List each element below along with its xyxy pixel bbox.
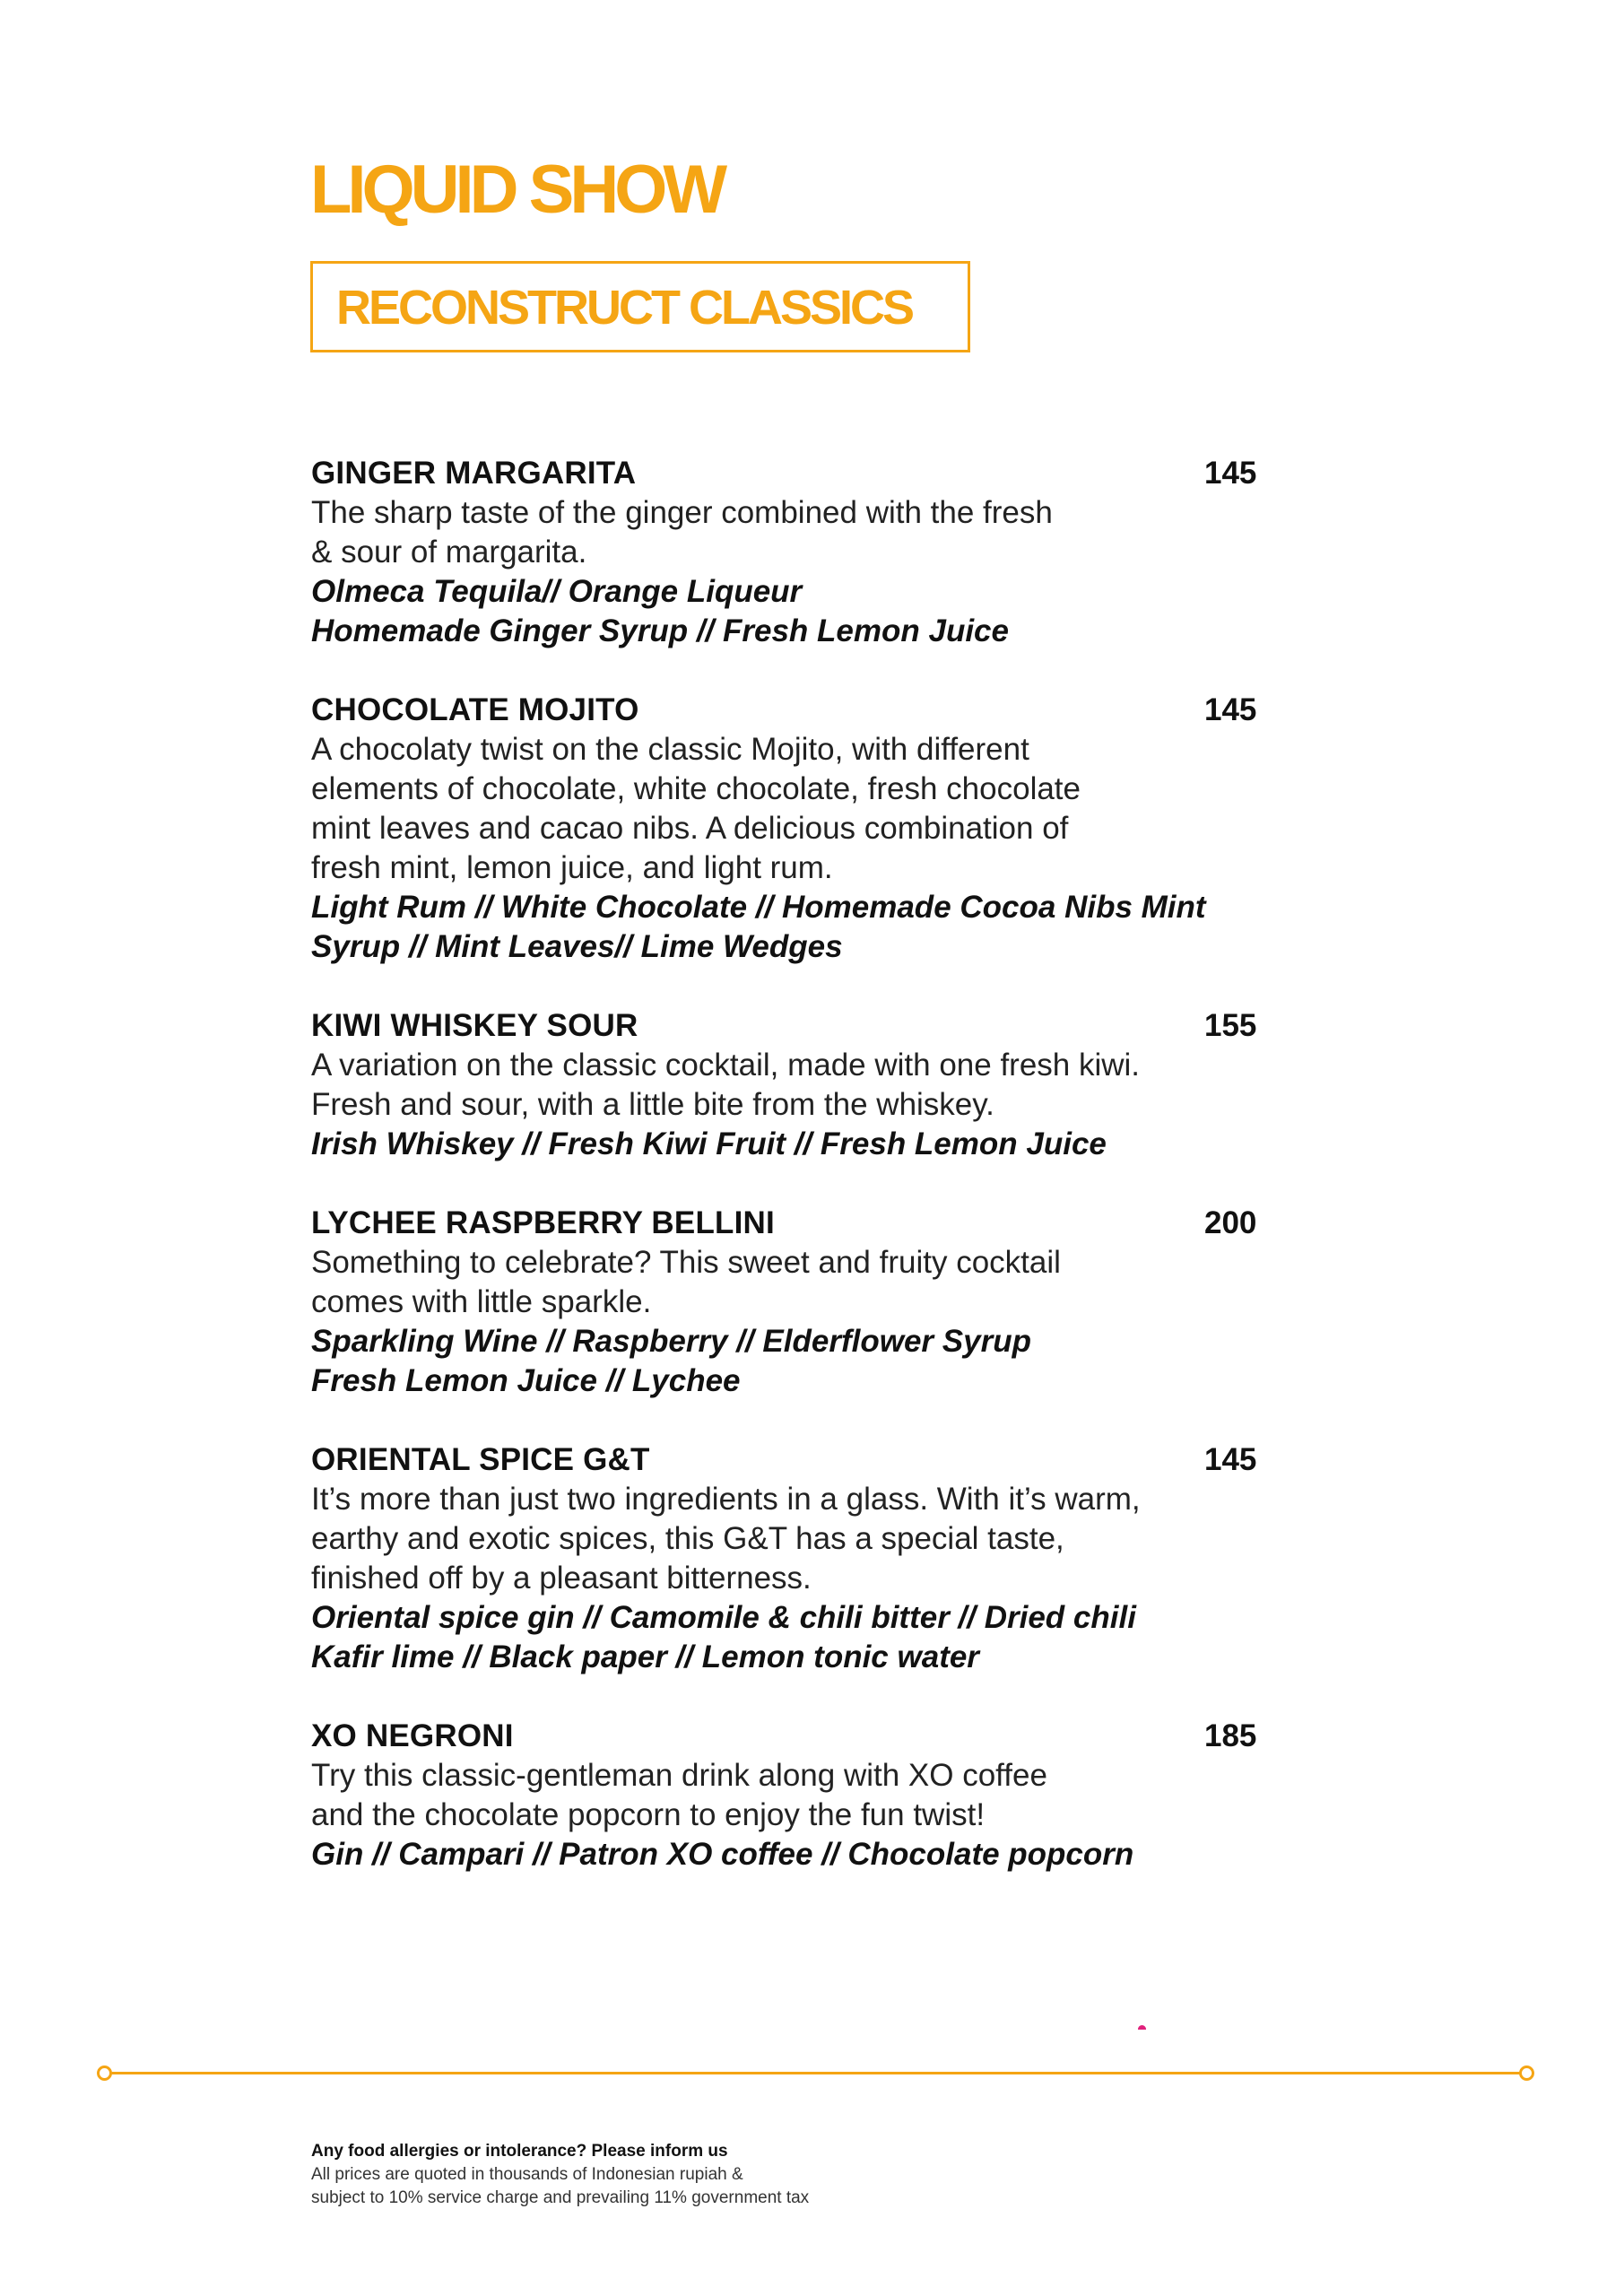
decorative-mark [1138, 2025, 1146, 2030]
menu-item-chocolate-mojito [311, 691, 1280, 967]
item-spacer [311, 651, 1280, 691]
menu-item-oriental-spice-gt [311, 1440, 1280, 1677]
menu-item-name: CHOCOLATE MOJITO [311, 692, 639, 727]
section-header-box [310, 261, 970, 352]
item-spacer [311, 1677, 1280, 1717]
menu-item-price: 145 [1204, 456, 1257, 491]
divider-end-dot-right [1519, 2066, 1534, 2081]
menu-item-description: A variation on the classic cocktail, made with one fresh kiwi. Fresh and sour, with a little bite from the whiskey. [311, 1048, 1141, 1122]
menu-item-description: It’s more than just two ingredients in a glass. With it’s warm, earthy and exotic spices, this G&T has a special taste, finished off by a pleasant bitterness. [311, 1482, 1141, 1596]
footer-notes [311, 2140, 1118, 2210]
item-spacer [311, 1164, 1280, 1204]
menu-item-kiwi-whiskey-sour [311, 1006, 1280, 1164]
section-title: RECONSTRUCT CLASSICS [336, 281, 913, 335]
menu-item-price: 185 [1204, 1718, 1257, 1753]
menu-item-price: 155 [1204, 1008, 1257, 1043]
menu-item-name: ORIENTAL SPICE G&T [311, 1442, 650, 1477]
menu-item-ingredients: Sparkling Wine // Raspberry // Elderflower Syrup Fresh Lemon Juice // Lychee [311, 1324, 1031, 1398]
menu-item-price: 145 [1204, 692, 1257, 727]
menu-item-description: The sharp taste of the ginger combined with the fresh & sour of margarita. [311, 495, 1053, 570]
menu-item-ingredients: Irish Whiskey // Fresh Kiwi Fruit // Fresh Lemon Juice [311, 1126, 1107, 1161]
menu-item-ingredients: Gin // Campari // Patron XO coffee // Chocolate popcorn [311, 1837, 1134, 1872]
menu-item-description: A chocolaty twist on the classic Mojito, with different elements of chocolate, white chocolate, fresh chocolate mint leaves and cacao nibs. A delicious combination of fresh mint, lemon juice, and light rum. [311, 732, 1081, 885]
item-spacer [311, 1401, 1280, 1440]
menu-item-xo-negroni [311, 1717, 1280, 1874]
menu-item-name: XO NEGRONI [311, 1718, 514, 1753]
menu-item-description: Something to celebrate? This sweet and fruity cocktail comes with little sparkle. [311, 1245, 1061, 1319]
menu-item-ingredients: Olmeca Tequila// Orange Liqueur Homemade Ginger Syrup // Fresh Lemon Juice [311, 574, 1009, 648]
menu-item-name: GINGER MARGARITA [311, 456, 637, 491]
divider-end-dot-left [97, 2066, 112, 2081]
menu-item-name: KIWI WHISKEY SOUR [311, 1008, 638, 1043]
menu-item-ingredients: Light Rum // White Chocolate // Homemade Cocoa Nibs Mint Syrup // Mint Leaves// Lime Wedges [311, 890, 1206, 964]
menu-item-price: 145 [1204, 1442, 1257, 1477]
price-note-line-1: All prices are quoted in thousands of Indonesian rupiah & [311, 2165, 743, 2184]
menu-list [311, 454, 1280, 1874]
page-title: LIQUID SHOW [310, 152, 724, 228]
menu-item-price: 200 [1204, 1205, 1257, 1240]
menu-item-lychee-raspberry-bellini [311, 1204, 1280, 1401]
menu-item-ginger-margarita [311, 454, 1280, 651]
price-note-line-2: subject to 10% service charge and prevailing 11% government tax [311, 2188, 810, 2207]
footer-divider [106, 2072, 1526, 2074]
menu-item-ingredients: Oriental spice gin // Camomile & chili bitter // Dried chili Kafir lime // Black paper // Lemon tonic water [311, 1600, 1136, 1674]
item-spacer [311, 967, 1280, 1006]
allergy-notice: Any food allergies or intolerance? Please inform us [311, 2142, 728, 2161]
menu-item-description: Try this classic-gentleman drink along with XO coffee and the chocolate popcorn to enjoy the fun twist! [311, 1758, 1047, 1832]
menu-item-name: LYCHEE RASPBERRY BELLINI [311, 1205, 775, 1240]
